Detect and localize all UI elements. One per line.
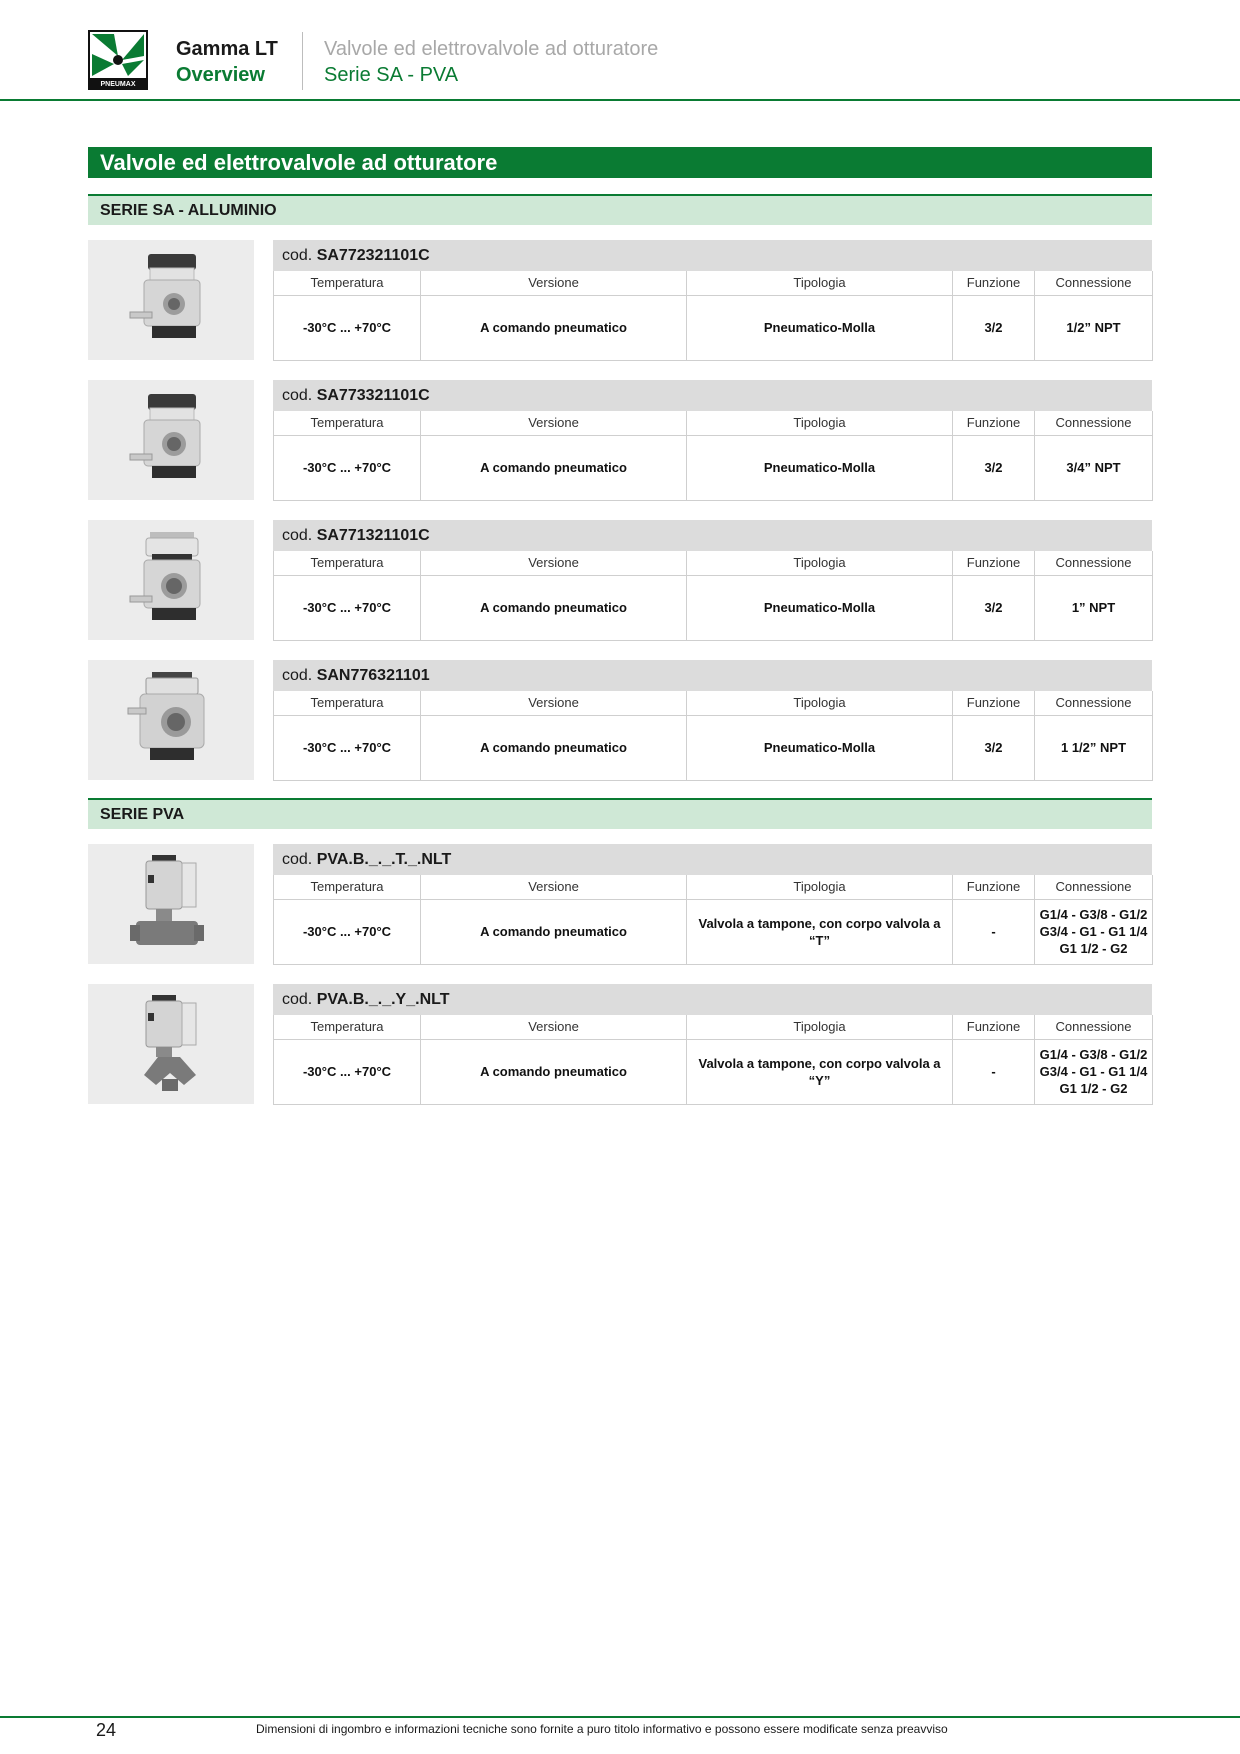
valve-sa-icon xyxy=(126,528,216,632)
connessione-line: G3/4 - G1 - G1 1/4 xyxy=(1039,1064,1148,1079)
cell-connessione xyxy=(1035,1039,1153,1104)
spec-row xyxy=(274,575,1153,640)
series-pva-heading: SERIE PVA xyxy=(88,798,1152,829)
col-versione: Versione xyxy=(421,1015,687,1039)
product-card xyxy=(273,660,1152,780)
spec-table xyxy=(273,271,1153,361)
product-code-bar xyxy=(273,520,1152,551)
code-prefix: cod. xyxy=(282,667,313,684)
cell-connessione xyxy=(1035,715,1153,780)
cell-versione: A comando pneumatico xyxy=(421,575,687,640)
spec-header-row xyxy=(274,1015,1153,1039)
col-funzione: Funzione xyxy=(953,551,1035,575)
connessione-line: G1/4 - G3/8 - G1/2 xyxy=(1039,907,1148,922)
product-image-pva-t xyxy=(88,844,254,964)
connessione-line: G3/4 - G1 - G1 1/4 xyxy=(1039,924,1148,939)
brand-line-1: Gamma LT xyxy=(176,38,278,60)
header-title-block xyxy=(324,36,658,88)
header-divider xyxy=(0,99,1240,101)
product-code-bar xyxy=(273,240,1152,271)
product-code-bar xyxy=(273,660,1152,691)
col-connessione: Connessione xyxy=(1035,1015,1153,1039)
connessione-line: 1/2” NPT xyxy=(1066,320,1121,335)
product-image-san776321101 xyxy=(88,660,254,780)
spec-table xyxy=(273,411,1153,501)
cell-funzione: 3/2 xyxy=(953,575,1035,640)
col-connessione: Connessione xyxy=(1035,691,1153,715)
connessione-line: G1 1/2 - G2 xyxy=(1059,1081,1128,1096)
brand-line-2: Overview xyxy=(176,64,265,86)
spec-header-row xyxy=(274,411,1153,435)
col-connessione: Connessione xyxy=(1035,411,1153,435)
col-tipologia: Tipologia xyxy=(687,411,953,435)
cell-funzione: 3/2 xyxy=(953,435,1035,500)
cell-versione: A comando pneumatico xyxy=(421,899,687,964)
product-code: SA772321101C xyxy=(316,247,430,264)
spec-row xyxy=(274,715,1153,780)
col-temperatura: Temperatura xyxy=(274,875,421,899)
col-versione: Versione xyxy=(421,875,687,899)
product-card xyxy=(273,380,1152,500)
spec-table xyxy=(273,875,1153,965)
spec-header-row xyxy=(274,875,1153,899)
col-tipologia: Tipologia xyxy=(687,691,953,715)
col-temperatura: Temperatura xyxy=(274,551,421,575)
col-temperatura: Temperatura xyxy=(274,411,421,435)
spec-table xyxy=(273,551,1153,641)
pneumax-logo xyxy=(88,30,148,90)
col-connessione: Connessione xyxy=(1035,551,1153,575)
col-temperatura: Temperatura xyxy=(274,271,421,295)
col-funzione: Funzione xyxy=(953,1015,1035,1039)
cell-versione: A comando pneumatico xyxy=(421,1039,687,1104)
spec-row xyxy=(274,899,1153,964)
spec-header-row xyxy=(274,551,1153,575)
section-title: Valvole ed elettrovalvole ad otturatore xyxy=(88,147,1152,178)
col-tipologia: Tipologia xyxy=(687,551,953,575)
cell-connessione xyxy=(1035,899,1153,964)
product-card xyxy=(273,844,1152,964)
product-image-pva-y xyxy=(88,984,254,1104)
series-sa-heading: SERIE SA - ALLUMINIO xyxy=(88,194,1152,225)
product-image-sa771321101c xyxy=(88,520,254,640)
cell-tipologia: Pneumatico-Molla xyxy=(687,575,953,640)
footer-divider xyxy=(0,1716,1240,1718)
product-code-bar xyxy=(273,984,1152,1015)
brand-block xyxy=(176,36,278,88)
page-number: 24 xyxy=(96,1720,117,1740)
col-funzione: Funzione xyxy=(953,691,1035,715)
code-prefix: cod. xyxy=(282,527,313,544)
code-prefix: cod. xyxy=(282,851,313,868)
spec-row xyxy=(274,435,1153,500)
valve-sa-icon xyxy=(126,248,216,352)
cell-funzione: - xyxy=(953,899,1035,964)
cell-connessione xyxy=(1035,435,1153,500)
product-card xyxy=(273,984,1152,1104)
spec-header-row xyxy=(274,691,1153,715)
header-separator xyxy=(302,32,303,90)
cell-temperatura: -30°C ... +70°C xyxy=(274,1039,421,1104)
code-prefix: cod. xyxy=(282,991,313,1008)
col-tipologia: Tipologia xyxy=(687,1015,953,1039)
col-versione: Versione xyxy=(421,691,687,715)
product-card xyxy=(273,520,1152,640)
header-title: Valvole ed elettrovalvole ad otturatore xyxy=(324,38,659,60)
col-funzione: Funzione xyxy=(953,411,1035,435)
col-versione: Versione xyxy=(421,411,687,435)
product-code: SAN776321101 xyxy=(316,667,430,684)
spec-row xyxy=(274,1039,1153,1104)
connessione-line: 3/4” NPT xyxy=(1066,460,1121,475)
cell-versione: A comando pneumatico xyxy=(421,435,687,500)
col-versione: Versione xyxy=(421,271,687,295)
col-temperatura: Temperatura xyxy=(274,1015,421,1039)
cell-tipologia: Pneumatico-Molla xyxy=(687,295,953,360)
col-connessione: Connessione xyxy=(1035,271,1153,295)
cell-temperatura: -30°C ... +70°C xyxy=(274,295,421,360)
cell-versione: A comando pneumatico xyxy=(421,715,687,780)
cell-temperatura: -30°C ... +70°C xyxy=(274,435,421,500)
col-funzione: Funzione xyxy=(953,875,1035,899)
product-code: PVA.B._._.T._.NLT xyxy=(316,851,452,868)
product-card xyxy=(273,240,1152,360)
cell-temperatura: -30°C ... +70°C xyxy=(274,899,421,964)
cell-temperatura: -30°C ... +70°C xyxy=(274,575,421,640)
cell-tipologia: Pneumatico-Molla xyxy=(687,435,953,500)
cell-funzione: 3/2 xyxy=(953,715,1035,780)
cell-tipologia: Pneumatico-Molla xyxy=(687,715,953,780)
cell-tipologia: Valvola a tampone, con corpo valvola a “T” xyxy=(687,899,953,964)
product-code: SA771321101C xyxy=(316,527,430,544)
spec-table xyxy=(273,1015,1153,1105)
spec-header-row xyxy=(274,271,1153,295)
valve-pva-t-icon xyxy=(126,849,216,959)
col-connessione: Connessione xyxy=(1035,875,1153,899)
col-tipologia: Tipologia xyxy=(687,875,953,899)
product-code: SA773321101C xyxy=(316,387,430,404)
valve-pva-y-icon xyxy=(126,989,216,1099)
code-prefix: cod. xyxy=(282,247,313,264)
connessione-line: G1 1/2 - G2 xyxy=(1059,941,1128,956)
col-funzione: Funzione xyxy=(953,271,1035,295)
valve-sa-icon xyxy=(126,388,216,492)
cell-funzione: - xyxy=(953,1039,1035,1104)
col-tipologia: Tipologia xyxy=(687,271,953,295)
product-image-sa773321101c xyxy=(88,380,254,500)
product-image-sa772321101c xyxy=(88,240,254,360)
product-code-bar xyxy=(273,844,1152,875)
connessione-line: 1 1/2” NPT xyxy=(1060,740,1127,755)
cell-connessione xyxy=(1035,295,1153,360)
connessione-line: 1” NPT xyxy=(1071,600,1116,615)
spec-table xyxy=(273,691,1153,781)
valve-sa-icon xyxy=(126,668,216,772)
product-code-bar xyxy=(273,380,1152,411)
logo-text: PNEUMAX xyxy=(100,81,136,88)
cell-funzione: 3/2 xyxy=(953,295,1035,360)
connessione-line: G1/4 - G3/8 - G1/2 xyxy=(1039,1047,1148,1062)
product-code: PVA.B._._.Y_.NLT xyxy=(316,991,450,1008)
footer-disclaimer: Dimensioni di ingombro e informazioni tecniche sono fornite a puro titolo informativo e possono essere modificate senza preavviso xyxy=(256,1722,948,1736)
cell-tipologia: Valvola a tampone, con corpo valvola a “Y” xyxy=(687,1039,953,1104)
col-versione: Versione xyxy=(421,551,687,575)
spec-row xyxy=(274,295,1153,360)
cell-versione: A comando pneumatico xyxy=(421,295,687,360)
code-prefix: cod. xyxy=(282,387,313,404)
col-temperatura: Temperatura xyxy=(274,691,421,715)
header-subtitle: Serie SA - PVA xyxy=(324,64,459,86)
cell-connessione xyxy=(1035,575,1153,640)
cell-temperatura: -30°C ... +70°C xyxy=(274,715,421,780)
